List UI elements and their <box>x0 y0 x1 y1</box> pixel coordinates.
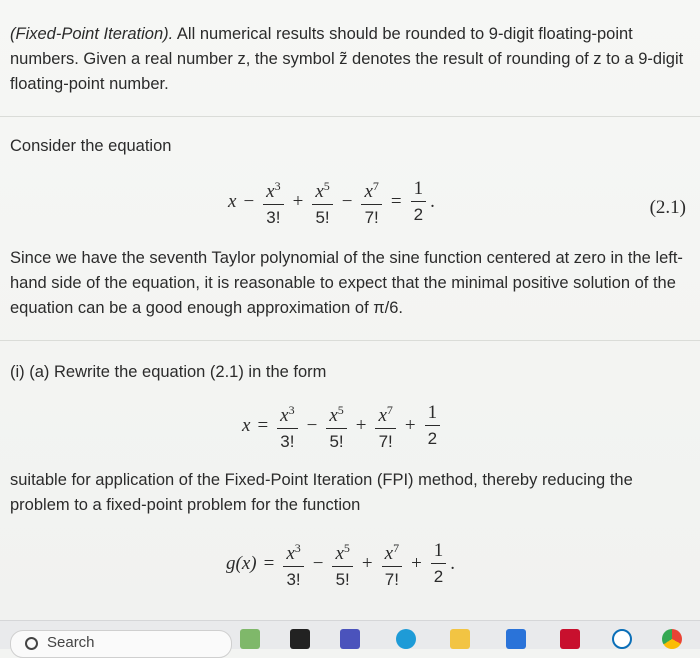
eq3-plus: + <box>361 553 373 574</box>
divider-2 <box>0 340 700 341</box>
eq1-t3-base: x <box>266 181 275 202</box>
search-icon <box>25 637 38 650</box>
eq3-t7-power: 7 <box>393 541 400 555</box>
eq3-term-x5 <box>332 538 352 590</box>
eq2-c-den: 2 <box>427 429 438 448</box>
equation-number: (2.1) <box>649 197 686 218</box>
eq1-t7-base: x <box>364 181 373 202</box>
chrome-icon[interactable] <box>662 629 682 649</box>
eq3-term-x7 <box>382 538 402 590</box>
eq3-constant <box>431 541 447 587</box>
eq1-t7-den: 7! <box>364 208 379 227</box>
eq1-equals: = <box>390 191 402 212</box>
file-explorer-icon[interactable] <box>450 629 470 649</box>
eq3-plus-2: + <box>411 553 422 574</box>
mcafee-icon[interactable] <box>560 629 580 649</box>
eq1-t7-power: 7 <box>372 179 379 193</box>
eq2-c-num: 1 <box>425 403 441 426</box>
eq3-period: . <box>450 553 456 574</box>
intro-paragraph <box>10 22 690 97</box>
eq1-x: x <box>228 191 237 212</box>
edge-icon[interactable] <box>396 629 416 649</box>
eq2-t5-den: 5! <box>329 432 344 451</box>
eq3-c-den: 2 <box>433 567 444 586</box>
intro-text: All numerical results should be rounded to 9-digit floating-point numbers. Given a real number z, the symbol z̃ denotes the result of rounding of z to a 9-digit floating-point number. <box>10 25 684 93</box>
eq3-t7-base: x <box>384 543 394 564</box>
eq3-t3-power: 3 <box>294 541 301 555</box>
eq3-c-num: 1 <box>431 541 447 564</box>
eq2-t3-base: x <box>280 405 289 426</box>
since-paragraph: Since we have the seventh Taylor polynomial of the sine function centered at zero in the left-hand side of the equation, it is reasonable to expect that the minimal positive solution of the equation can be a good enough approximation of π/6. <box>10 249 683 317</box>
teams-icon[interactable] <box>340 629 360 649</box>
eq3-t7-den: 7! <box>384 570 399 589</box>
eq3-t5-den: 5! <box>335 570 350 589</box>
eq3-equals: = <box>263 553 275 574</box>
eq3-term-x3 <box>283 538 303 590</box>
equation-fixed-point-form <box>240 400 444 452</box>
eq2-t7-power: 7 <box>386 403 393 417</box>
eq3-minus: − <box>312 553 324 574</box>
eq2-t5-power: 5 <box>337 403 344 417</box>
eq2-t3-den: 3! <box>280 432 295 451</box>
suitable-paragraph: suitable for application of the Fixed-Point Iteration (FPI) method, thereby reducing the problem to a fixed-point problem for the function <box>10 471 633 514</box>
eq1-rhs-num: 1 <box>411 179 427 202</box>
eq2-constant <box>425 403 441 449</box>
eq2-minus: − <box>306 415 318 436</box>
eq3-t5-base: x <box>335 543 344 564</box>
eq1-t5-base: x <box>315 181 324 202</box>
eq3-t3-base: x <box>286 543 295 564</box>
eq2-term-x5 <box>326 400 346 452</box>
eq1-t5-den: 5! <box>315 208 330 227</box>
terminal-icon[interactable] <box>290 629 310 649</box>
eq1-rhs <box>411 179 427 225</box>
eq2-lhs: x <box>242 415 251 436</box>
eq1-t3-power: 3 <box>274 179 281 193</box>
eq1-minus: − <box>243 191 255 212</box>
eq2-term-x3 <box>277 400 297 452</box>
dell-icon[interactable] <box>612 629 632 649</box>
intro-label: (Fixed-Point Iteration). <box>10 25 174 43</box>
eq3-t5-power: 5 <box>343 541 350 555</box>
equation-2-1 <box>226 176 435 228</box>
eq1-period: . <box>430 191 435 212</box>
eq2-equals: = <box>257 415 269 436</box>
widgets-icon[interactable] <box>240 629 260 649</box>
eq2-term-x7 <box>375 400 395 452</box>
consider-text: Consider the equation <box>10 137 172 155</box>
part-a-text: (i) (a) Rewrite the equation (2.1) in the form <box>10 363 327 381</box>
eq2-t5-base: x <box>329 405 338 426</box>
eq2-t7-base: x <box>378 405 387 426</box>
eq3-lhs: g(x) <box>226 553 257 574</box>
eq1-term-x3 <box>263 176 283 228</box>
divider <box>0 116 700 117</box>
eq1-term-x7 <box>361 176 381 228</box>
eq1-t5-power: 5 <box>323 179 330 193</box>
taskbar-search-box[interactable] <box>10 630 232 658</box>
taskbar <box>0 620 700 649</box>
eq1-plus: + <box>292 191 304 212</box>
eq2-t3-power: 3 <box>288 403 295 417</box>
eq2-plus-2: + <box>404 415 416 436</box>
eq1-t3-den: 3! <box>266 208 281 227</box>
store-icon[interactable] <box>506 629 526 649</box>
eq1-rhs-den: 2 <box>413 205 424 224</box>
eq3-t3-den: 3! <box>286 570 301 589</box>
equation-g-function <box>224 538 455 590</box>
search-label: Search <box>47 634 95 651</box>
eq1-term-x5 <box>312 176 332 228</box>
eq1-minus-2: − <box>341 191 353 212</box>
eq2-plus: + <box>355 415 367 436</box>
eq2-t7-den: 7! <box>378 432 393 451</box>
